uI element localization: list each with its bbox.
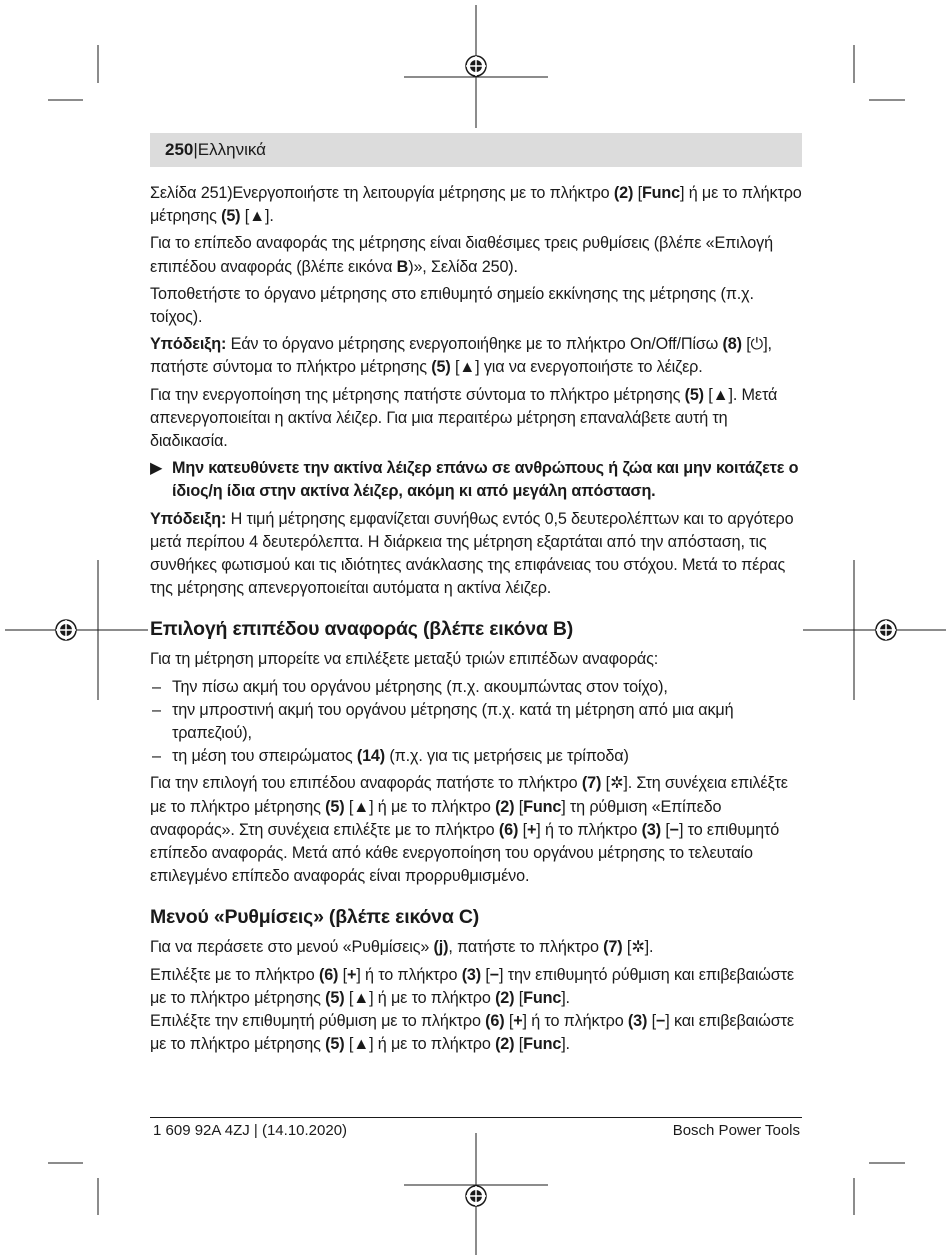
footer-brand: Bosch Power Tools — [672, 1122, 800, 1139]
measure-key-icon: ▲ — [459, 358, 476, 377]
measure-key-icon: ▲ — [249, 207, 266, 226]
settings-key-icon: ✲ — [631, 938, 645, 957]
list-item: – την μπροστινή ακμή του οργάνου μέτρησης (π.χ. κατά τη μέτρηση από μια ακμή τραπεζιού), — [152, 700, 734, 743]
paragraph-enter-settings: Για να περάσετε στο μενού «Ρυθμίσεις» (j), πατήστε το πλήκτρο (7) [✲]. — [150, 938, 654, 957]
measure-key-icon: ▲ — [353, 1035, 370, 1054]
settings-key-icon: ✲ — [609, 774, 624, 793]
paragraph-select-reference: Για την επιλογή του επιπέδου αναφοράς πατήστε το πλήκτρο (7) [✲]. Στη συνέχεια επιλέξτε με το πλήκτρο μέτρησης (5) [▲] ή με το πλήκτρο (2) [Func] τη ρύθμιση «Επίπεδο αναφοράς». Στη συνέχεια επιλέξτε με το πλήκτρο (6) [+] ή το πλήκτρο (3) [−] το επιθυμητό επίπεδο αναφοράς. Μετά από κάθε ενεργοποίηση του οργάνου μέτρησης το τελευταίο επιλεγμένο επίπεδο αναφοράς είναι προρρυθμισμένο. — [150, 774, 788, 886]
paragraph-reference-settings: Για το επίπεδο αναφοράς της μέτρησης είναι διαθέσιμες τρεις ρυθμίσεις (βλέπε «Επιλογή επιπέδου αναφοράς (βλέπε εικόνα B)», Σελίδα 250). — [150, 234, 773, 276]
paragraph-activate-measure: Σελίδα 251)Ενεργοποιήστε τη λειτουργία μέτρησης με το πλήκτρο (2) [Func] ή με το πλήκτρο μέτρησης (5) [▲]. — [150, 184, 802, 226]
page-header — [150, 133, 802, 167]
section-title-settings-menu: Μενού «Ρυθμίσεις» (βλέπε εικόνα C) — [150, 906, 480, 929]
page-footer — [150, 1117, 802, 1139]
list-item: – Την πίσω ακμή του οργάνου μέτρησης (π.χ. ακουμπώντας στον τοίχο), — [152, 677, 668, 696]
list-item: – τη μέση του σπειρώματος (14) (π.χ. για τις μετρήσεις με τρίποδα) — [152, 747, 629, 766]
header-language: Ελληνικά — [197, 140, 266, 159]
measure-key-icon: ▲ — [353, 797, 370, 816]
note-measure-time: Υπόδειξη: Η τιμή μέτρησης εμφανίζεται συνήθως εντός 0,5 δευτερολέπτων και το αργότερο μετά περίπου 4 δευτερόλεπτα. Η διάρκεια της μέτρηση εξαρτάται από την απόσταση, τις συνθήκες φωτισμού και τις ιδιότητες ανάκλασης της επιφάνειας του στόχου. Μετά το πέρας της μέτρησης απενεργοποιείται αυτόματα η ακτίνα λέιζερ. — [150, 509, 794, 598]
note-onoff: Υπόδειξη: Εάν το όργανο μέτρησης ενεργοποιήθηκε με το πλήκτρο On/Off/Πίσω (8) [⏻], πατήστε σύντομα το πλήκτρο μέτρησης (5) [▲] για να ενεργοποιήστε το λέιζερ. — [150, 335, 772, 377]
safety-warning: ▶ Μην κατευθύνετε την ακτίνα λέιζερ επάνω σε ανθρώπους ή ζώα και μην κοιτάζετε ο ίδιος/η ίδια στην ακτίνα λέιζερ, ακόμη κι από μεγάλη απόσταση. — [150, 459, 799, 501]
registration-target-left — [56, 620, 76, 640]
registration-target-right — [876, 620, 896, 640]
measure-key-icon: ▲ — [353, 988, 370, 1007]
page-body — [150, 182, 802, 1061]
footer-doc-code: 1 609 92A 4ZJ | (14.10.2020) — [153, 1122, 348, 1139]
measure-key-icon: ▲ — [712, 385, 729, 404]
paragraph-position-tool: Τοποθετήστε το όργανο μέτρησης στο επιθυμητό σημείο εκκίνησης της μέτρησης (π.χ. τοίχος). — [150, 284, 754, 327]
section-title-reference-plane: Επιλογή επιπέδου αναφοράς (βλέπε εικόνα B) — [150, 618, 574, 641]
registration-target-top — [466, 56, 486, 76]
paragraph-reference-intro: Για τη μέτρηση μπορείτε να επιλέξετε μεταξύ τριών επιπέδων αναφοράς: — [150, 650, 659, 669]
paragraph-select-setting: Επιλέξτε με το πλήκτρο (6) [+] ή το πλήκτρο (3) [−] την επιθυμητό ρύθμιση και επιβεβαιώστε με το πλήκτρο μέτρησης (5) [▲] ή με το πλήκτρο (2) [Func]. Επιλέξτε την επιθυμητή ρύθμιση με το πλήκτρο (6) [+] ή το πλήκτρο (3) [−] και επιβεβαιώστε με το πλήκτρο μέτρησης (5) [▲] ή με το πλήκτρο (2) [Func]. — [150, 965, 794, 1054]
warning-bullet-icon: ▶ — [150, 459, 163, 478]
paragraph-activate-laser: Για την ενεργοποίηση της μέτρησης πατήστε σύντομα το πλήκτρο μέτρησης (5) [▲]. Μετά απενεργοποιείται η ακτίνα λέιζερ. Για μια περαιτέρω μέτρηση επαναλάβετε αυτή τη διαδικασία. — [150, 385, 778, 451]
onoff-key-icon: ⏻ — [750, 335, 764, 354]
registration-target-bottom — [466, 1186, 486, 1206]
page-number: 250|Ελληνικά — [165, 140, 266, 159]
reference-plane-list — [150, 676, 802, 769]
